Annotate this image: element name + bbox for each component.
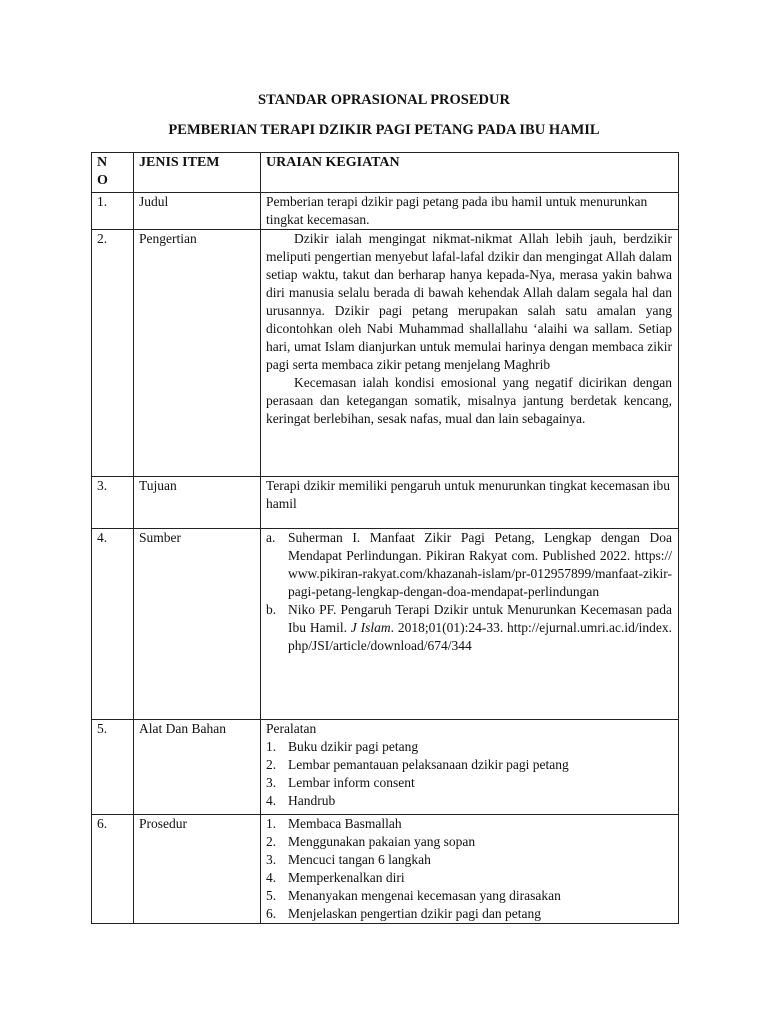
row-number: 3. [92, 477, 134, 529]
list-number: 4. [266, 870, 277, 885]
list-number: 1. [266, 816, 277, 831]
list-number: 2. [266, 757, 277, 772]
header-uraian-kegiatan: URAIAN KEGIATAN [261, 153, 679, 193]
equipment-item [266, 738, 672, 756]
equipment-item [266, 756, 672, 774]
document-subtitle: PEMBERIAN TERAPI DZIKIR PAGI PETANG PADA IBU HAMIL [168, 122, 600, 138]
list-number: 5. [266, 888, 277, 903]
row-item: Alat Dan Bahan [134, 720, 261, 815]
list-number: 6. [266, 906, 277, 921]
row-item: Judul [134, 193, 261, 230]
row-number: 6. [92, 815, 134, 924]
row-description: Peralatan 1. Buku dzikir pagi petang 2. Lembar pemantauan pelaksanaan dzikir pagi petang 3. Lembar inform consent 4. Handrub [261, 720, 679, 815]
table-row-tujuan [92, 477, 679, 529]
equipment-item [266, 792, 672, 810]
row-description [261, 529, 679, 720]
procedure-step [266, 905, 672, 923]
document-title: STANDAR OPRASIONAL PROSEDUR [258, 92, 510, 108]
sop-table [91, 152, 679, 924]
list-number: 3. [266, 775, 277, 790]
row-item: Pengertian [134, 230, 261, 477]
header-no: N O [92, 153, 134, 193]
row-description: Pemberian terapi dzikir pagi petang pada ibu hamil untuk menurunkan tingkat kecemasan. [261, 193, 679, 230]
row-item: Prosedur [134, 815, 261, 924]
reference-url[interactable]: http://ejurnal.umri.ac.id/index.php/JSI/article/download/674/344 [288, 620, 673, 653]
list-text: Membaca Basmallah [288, 816, 402, 831]
table-row-alat-dan-bahan [92, 720, 679, 815]
procedure-step [266, 851, 672, 869]
row-number: 4. [92, 529, 134, 720]
row-item: Sumber [134, 529, 261, 720]
row-number: 5. [92, 720, 134, 815]
list-text: Menanyakan mengenai kecemasan yang dirasakan [288, 888, 561, 903]
list-text: Menjelaskan pengertian dzikir pagi dan petang [288, 906, 542, 921]
list-number: 1. [266, 739, 277, 754]
equipment-item [266, 774, 672, 792]
table-header-row [92, 153, 679, 193]
row-description [261, 815, 679, 924]
list-text: Buku dzikir pagi petang [288, 739, 419, 754]
row-item: Tujuan [134, 477, 261, 529]
procedure-step [266, 887, 672, 905]
list-text: Lembar pemantauan pelaksanaan dzikir pagi petang [288, 757, 569, 772]
row-number: 2. [92, 230, 134, 477]
list-number: 4. [266, 793, 277, 808]
header-jenis-item: JENIS ITEM [134, 153, 261, 193]
row-number: 1. [92, 193, 134, 230]
table-row-prosedur [92, 815, 679, 924]
list-number: 3. [266, 852, 277, 867]
definition-dzikir: Dzikir ialah mengingat nikmat-nikmat Allah lebih jauh, berdzikir meliputi pengertian menyebut lafal-lafal dzikir dan mengingat Allah dalam setiap waktu, takut dan berharap hanya kepada-Nya, merasa yakin bahwa diri manusia selalu berada di bawah kehendak Allah dalam segala hal dan urusannya. Dzikir pagi petang merupakan salah satu amalan yang dicontohkan oleh Nabi Muhammad shallallahu ‘alaihi wa sallam. Setiap hari, umat Islam dianjurkan untuk memulai harinya dengan membaca zikir pagi serta membaca zikir petang menjelang Maghrib [266, 231, 672, 372]
table-row-sumber [92, 529, 679, 720]
table-row-judul [92, 193, 679, 230]
reference-item: a. Suherman I. Manfaat Zikir Pagi Petang, Lengkap dengan Doa Mendapat Perlindungan. Pikiran Rakyat com. Published 2022. https://www.pikiran-rakyat.com/khazanah-islam/pr-012957899/manfaat-zikir-pagi-petang-lengkap-dengan-doa-mendapat-perlindungan [266, 530, 673, 599]
table-row-pengertian [92, 230, 679, 477]
list-number: 2. [266, 834, 277, 849]
list-text: Handrub [288, 793, 336, 808]
procedure-step [266, 815, 672, 833]
procedure-step [266, 833, 672, 851]
list-text: Menggunakan pakaian yang sopan [288, 834, 476, 849]
reference-item: b. Niko PF. Pengaruh Terapi Dzikir untuk Menurunkan Kecemasan pada Ibu Hamil. J Islam. 2018;01(01):24-33. http://ejurnal.umri.ac.id/index.php/JSI/article/download/674/344 [266, 602, 673, 653]
procedure-step [266, 869, 672, 887]
list-text: Mencuci tangan 6 langkah [288, 852, 431, 867]
row-description [261, 230, 679, 477]
reference-url[interactable]: https://www.pikiran-rakyat.com/khazanah-islam/pr-012957899/manfaat-zikir-pagi-petang-lengkap-dengan-doa-mendapat-perlindungan [288, 548, 673, 599]
list-text: Memperkenalkan diri [288, 870, 405, 885]
definition-kecemasan: Kecemasan ialah kondisi emosional yang negatif dicirikan dengan perasaan dan ketegangan somatik, misalnya jantung berdetak kencang, keringat berlebihan, sesak nafas, mual dan lain sebagainya. [266, 375, 672, 426]
row-description: Terapi dzikir memiliki pengaruh untuk menurunkan tingkat kecemasan ibu hamil [261, 477, 679, 529]
list-text: Lembar inform consent [288, 775, 415, 790]
